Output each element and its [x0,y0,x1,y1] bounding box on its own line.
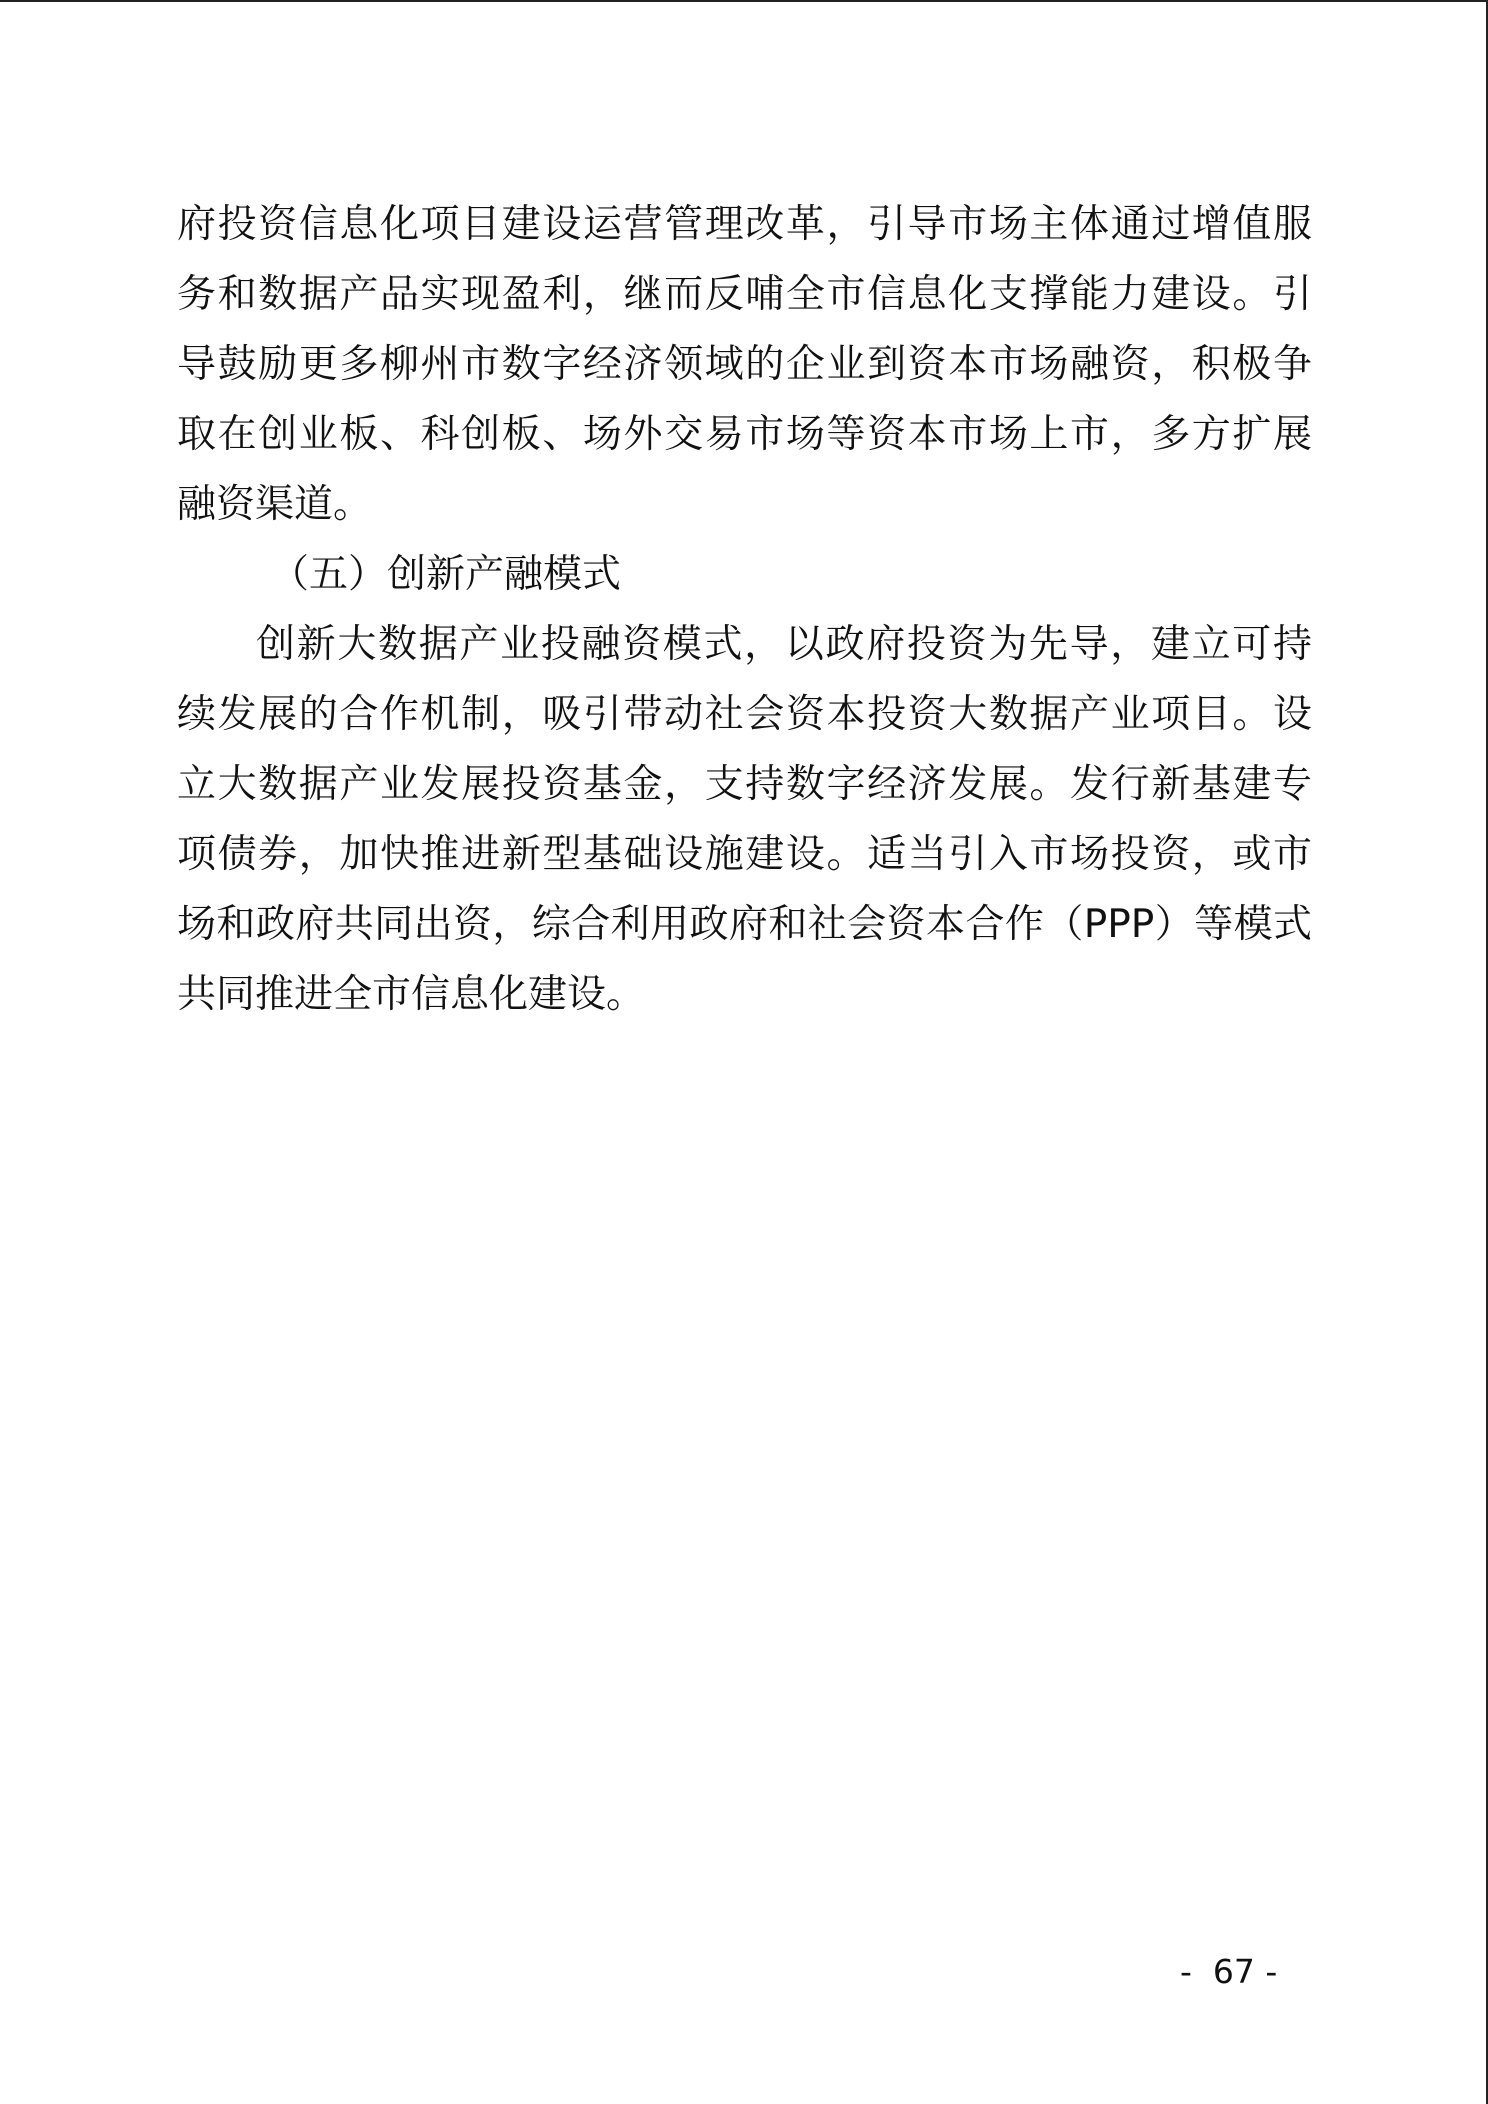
paragraph-2-line-4: 项债券，加快推进新型基础设施建设。适当引入市场投资，或市 [177,832,1312,877]
paragraph-1-line-2: 务和数据产品实现盈利，继而反哺全市信息化支撑能力建设。引 [177,272,1312,317]
section-heading: （五）创新产融模式 [270,552,622,597]
paragraph-1-line-1: 府投资信息化项目建设运营管理改革，引导市场主体通过增值服 [177,202,1312,247]
paragraph-1-line-4: 取在创业板、科创板、场外交易市场等资本市场上市，多方扩展 [177,412,1312,457]
paragraph-2-line-6: 共同推进全市信息化建设。 [177,972,646,1017]
paragraph-2-line-3: 立大数据产业发展投资基金，支持数字经济发展。发行新基建专 [177,762,1312,807]
paragraph-2-line-5: 场和政府共同出资，综合利用政府和社会资本合作（PPP）等模式 [177,902,1312,947]
paragraph-1-line-3: 导鼓励更多柳州市数字经济领域的企业到资本市场融资，积极争 [177,342,1312,387]
paragraph-1-line-5: 融资渠道。 [177,482,373,527]
paragraph-2-line-1: 创新大数据产业投融资模式，以政府投资为先导，建立可持 [256,622,1312,667]
page-number: - 67 - [1180,1952,1278,1991]
paragraph-2-line-2: 续发展的合作机制，吸引带动社会资本投资大数据产业项目。设 [177,692,1312,737]
